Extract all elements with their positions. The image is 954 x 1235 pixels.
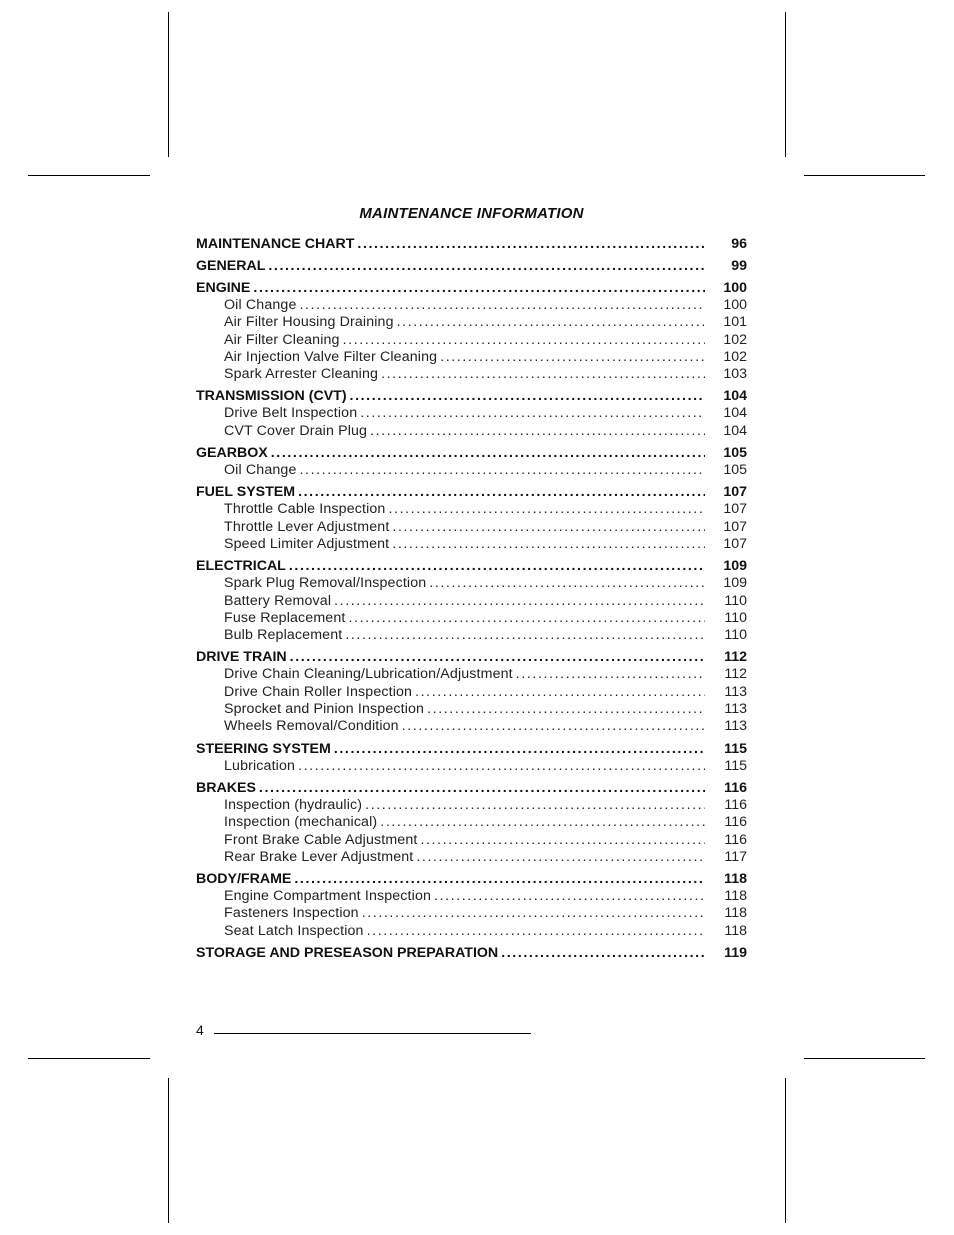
leader-dots — [427, 701, 705, 718]
toc-entry-title: CVT Cover Drain Plug — [224, 422, 368, 439]
toc-section[interactable] — [196, 388, 747, 405]
toc-entry-page: 116 — [724, 831, 747, 848]
toc-entry[interactable] — [196, 536, 747, 553]
toc-entry-page: 117 — [724, 848, 747, 865]
toc-section[interactable] — [196, 236, 747, 253]
toc-entry-page: 103 — [723, 366, 747, 383]
toc-section-page: 107 — [723, 484, 747, 501]
toc-entry-title: Inspection (mechanical) — [224, 814, 378, 831]
toc-section-title: ELECTRICAL — [196, 558, 286, 575]
toc-section[interactable] — [196, 445, 747, 462]
toc-entry-title: Seat Latch Inspection — [224, 922, 364, 939]
toc-entry-title: Fasteners Inspection — [224, 905, 359, 922]
toc-section-page: 115 — [724, 740, 747, 757]
leader-dots — [259, 780, 705, 797]
toc-entry[interactable] — [196, 297, 747, 314]
crop-mark-top-right-vertical — [785, 12, 786, 157]
toc-section-page: 99 — [731, 258, 747, 274]
toc-entry[interactable] — [196, 684, 747, 701]
toc-section-page: 105 — [723, 445, 747, 462]
toc-entry[interactable] — [196, 423, 747, 440]
crop-mark-bottom-right-vertical — [785, 1078, 786, 1223]
toc-section-title: STORAGE AND PRESEASON PREPARATION — [196, 945, 499, 962]
leader-dots — [415, 684, 705, 701]
toc-entry-page: 104 — [723, 405, 747, 422]
toc-entry-title: Fuse Replacement — [224, 609, 346, 626]
toc-section-title: MAINTENANCE CHART — [196, 236, 355, 252]
toc-entry-title: Oil Change — [224, 297, 297, 313]
toc-entry-title: Inspection (hydraulic) — [224, 796, 363, 813]
page-number: 4 — [196, 1022, 204, 1038]
toc-entry[interactable] — [196, 923, 747, 940]
toc-entry-title: Air Injection Valve Filter Cleaning — [224, 348, 438, 365]
toc-entry-title: Engine Compartment Inspection — [224, 888, 432, 905]
table-of-contents — [196, 236, 747, 962]
crop-mark-bottom-left-vertical — [168, 1078, 169, 1223]
toc-entry[interactable] — [196, 758, 747, 775]
leader-dots — [253, 280, 705, 297]
toc-section-page: 104 — [723, 388, 747, 405]
toc-entry-page: 110 — [724, 592, 747, 609]
toc-entry[interactable] — [196, 366, 747, 383]
toc-section-page: 109 — [723, 558, 747, 575]
leader-dots — [416, 849, 705, 866]
toc-entry-title: Front Brake Cable Adjustment — [224, 831, 418, 848]
toc-entry[interactable] — [196, 593, 747, 610]
toc-entry-title: Spark Plug Removal/Inspection — [224, 575, 427, 592]
toc-entry[interactable] — [196, 849, 747, 866]
leader-dots — [357, 236, 705, 253]
toc-entry-title: Drive Chain Roller Inspection — [224, 683, 413, 700]
toc-section-page: 119 — [724, 945, 747, 962]
leader-dots — [392, 536, 705, 553]
toc-entry-title: Sprocket and Pinion Inspection — [224, 701, 425, 718]
toc-section-title: TRANSMISSION (CVT) — [196, 388, 347, 405]
toc-entry-page: 113 — [724, 683, 747, 700]
leader-dots — [290, 649, 705, 666]
toc-entry-title: Drive Chain Cleaning/Lubrication/Adjustment — [224, 666, 513, 683]
leader-dots — [392, 519, 705, 536]
toc-section-title: BODY/FRAME — [196, 871, 292, 888]
toc-section-title: STEERING SYSTEM — [196, 740, 331, 757]
toc-section[interactable] — [196, 945, 747, 962]
toc-entry-title: Wheels Removal/Condition — [224, 718, 399, 735]
toc-section[interactable] — [196, 484, 747, 501]
toc-entry-page: 116 — [724, 796, 747, 813]
toc-entry-page: 110 — [724, 627, 747, 644]
leader-dots — [365, 797, 705, 814]
leader-dots — [440, 349, 705, 366]
leader-dots — [299, 462, 705, 479]
toc-section-title: GEARBOX — [196, 445, 268, 462]
leader-dots — [362, 905, 705, 922]
leader-dots — [334, 741, 705, 758]
crop-mark-top-left-vertical — [168, 12, 169, 157]
toc-entry-page: 118 — [724, 922, 747, 939]
toc-section-page: 116 — [724, 779, 747, 796]
leader-dots — [360, 405, 705, 422]
toc-section-title: GENERAL — [196, 258, 266, 274]
leader-dots — [348, 610, 705, 627]
toc-entry[interactable] — [196, 314, 747, 331]
toc-entry-page: 110 — [724, 609, 747, 626]
toc-entry-title: Throttle Lever Adjustment — [224, 518, 390, 535]
toc-entry-page: 115 — [724, 757, 747, 774]
toc-entry-page: 113 — [724, 718, 747, 735]
leader-dots — [334, 593, 705, 610]
toc-entry-page: 105 — [723, 462, 747, 479]
toc-entry-page: 113 — [724, 701, 747, 718]
leader-dots — [370, 423, 705, 440]
toc-entry[interactable] — [196, 718, 747, 735]
leader-dots — [298, 758, 705, 775]
toc-entry[interactable] — [196, 797, 747, 814]
leader-dots — [343, 332, 705, 349]
leader-dots — [429, 575, 705, 592]
toc-entry[interactable] — [196, 405, 747, 422]
toc-entry[interactable] — [196, 814, 747, 831]
toc-section[interactable] — [196, 558, 747, 575]
toc-entry-title: Lubrication — [224, 757, 296, 774]
toc-entry[interactable] — [196, 627, 747, 644]
leader-dots — [380, 814, 705, 831]
toc-entry[interactable] — [196, 905, 747, 922]
toc-entry-title: Rear Brake Lever Adjustment — [224, 848, 414, 865]
toc-entry-title: Speed Limiter Adjustment — [224, 535, 390, 552]
leader-dots — [402, 718, 705, 735]
toc-entry-title: Spark Arrester Cleaning — [224, 366, 379, 383]
toc-entry[interactable] — [196, 349, 747, 366]
toc-section-page: 100 — [723, 280, 747, 296]
toc-entry-title: Air Filter Cleaning — [224, 331, 340, 348]
toc-entry[interactable] — [196, 462, 747, 479]
page-footer — [196, 1022, 531, 1038]
toc-entry[interactable] — [196, 575, 747, 592]
leader-dots — [268, 258, 705, 275]
toc-entry[interactable] — [196, 701, 747, 718]
toc-entry-title: Bulb Replacement — [224, 627, 343, 644]
toc-entry-page: 107 — [723, 501, 747, 518]
leader-dots — [501, 945, 705, 962]
leader-dots — [350, 388, 705, 405]
toc-entry-page: 101 — [723, 314, 747, 331]
toc-entry-title: Drive Belt Inspection — [224, 405, 358, 422]
toc-entry-page: 116 — [724, 814, 747, 831]
leader-dots — [294, 871, 705, 888]
leader-dots — [434, 888, 705, 905]
toc-section[interactable] — [196, 780, 747, 797]
toc-section[interactable] — [196, 649, 747, 666]
leader-dots — [289, 558, 705, 575]
toc-entry-page: 107 — [723, 535, 747, 552]
leader-dots — [298, 484, 705, 501]
toc-section-title: BRAKES — [196, 779, 256, 796]
toc-section-title: DRIVE TRAIN — [196, 649, 287, 666]
leader-dots — [299, 297, 705, 314]
crop-mark-top-right-horizontal — [804, 175, 925, 176]
toc-entry[interactable] — [196, 666, 747, 683]
toc-entry-page: 102 — [723, 331, 747, 348]
leader-dots — [397, 314, 705, 331]
toc-entry[interactable] — [196, 501, 747, 518]
toc-entry-title: Air Filter Housing Draining — [224, 314, 394, 331]
footer-rule — [214, 1033, 531, 1034]
toc-entry-page: 102 — [723, 348, 747, 365]
leader-dots — [271, 445, 705, 462]
leader-dots — [345, 627, 705, 644]
toc-section-page: 112 — [724, 649, 747, 666]
leader-dots — [516, 666, 705, 683]
toc-entry-page: 109 — [723, 575, 747, 592]
page-heading: MAINTENANCE INFORMATION — [359, 205, 584, 222]
leader-dots — [420, 832, 705, 849]
toc-entry-page: 118 — [724, 905, 747, 922]
crop-mark-bottom-right-horizontal — [804, 1058, 925, 1059]
toc-section[interactable] — [196, 280, 747, 297]
leader-dots — [388, 501, 705, 518]
toc-entry-title: Battery Removal — [224, 592, 332, 609]
toc-section-page: 96 — [731, 236, 747, 252]
toc-entry[interactable] — [196, 332, 747, 349]
toc-entry-page: 107 — [723, 518, 747, 535]
leader-dots — [367, 923, 705, 940]
toc-section[interactable] — [196, 741, 747, 758]
toc-section-title: ENGINE — [196, 280, 251, 296]
crop-mark-bottom-left-horizontal — [28, 1058, 150, 1059]
toc-section-page: 118 — [724, 871, 747, 888]
toc-section-title: FUEL SYSTEM — [196, 484, 296, 501]
crop-mark-top-left-horizontal — [28, 175, 150, 176]
toc-section[interactable] — [196, 258, 747, 275]
toc-entry-page: 112 — [724, 666, 747, 683]
toc-entry[interactable] — [196, 519, 747, 536]
toc-entry-page: 118 — [724, 888, 747, 905]
toc-entry[interactable] — [196, 610, 747, 627]
toc-entry-title: Oil Change — [224, 462, 297, 479]
toc-entry-page: 104 — [723, 422, 747, 439]
toc-entry-title: Throttle Cable Inspection — [224, 501, 386, 518]
toc-entry[interactable] — [196, 832, 747, 849]
toc-entry-page: 100 — [723, 297, 747, 313]
toc-section[interactable] — [196, 871, 747, 888]
leader-dots — [381, 366, 705, 383]
toc-entry[interactable] — [196, 888, 747, 905]
